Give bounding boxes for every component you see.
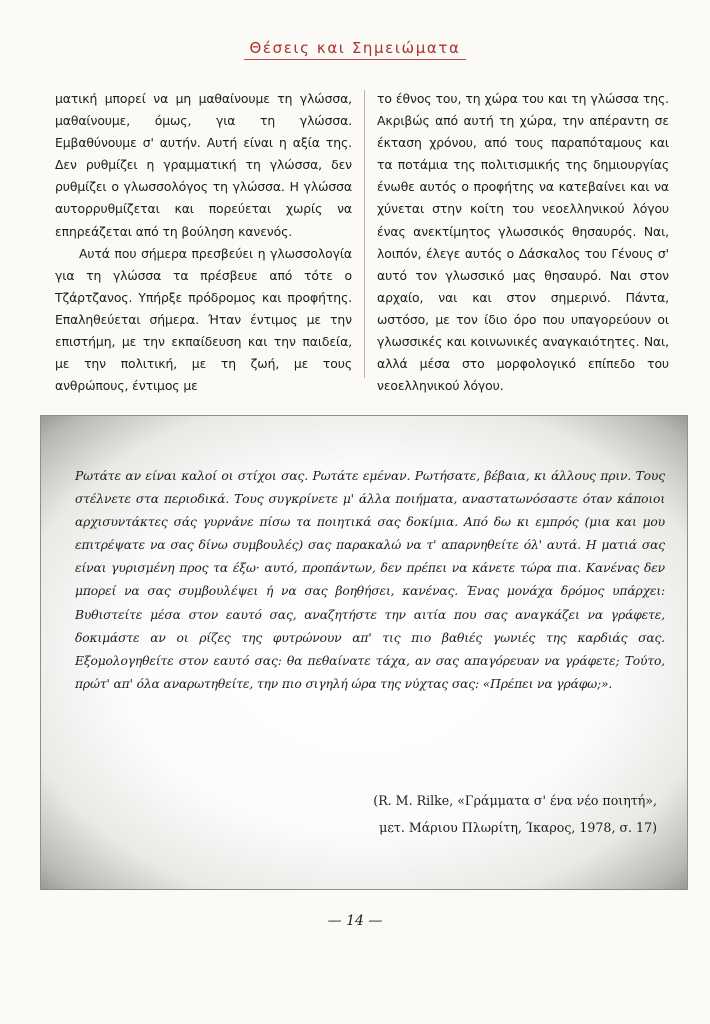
quote-source-line: μετ. Μάριου Πλωρίτη, Ίκαρος, 1978, σ. 17) bbox=[379, 820, 657, 835]
paragraph: ματική μπορεί να μη μαθαίνουμε τη γλώσσα, μαθαίνουμε, όμως, για τη γλώσσα. Εμβαθύνουμε σ' αυτήν. Αυτή είναι η αξία της. Δεν ρυθμίζει η γραμματική τη γλώσσα, δεν ρυθμίζει ο γλωσσολόγος τη γλώσσα. Η γλώσσα αυτορρυθμίζεται και πορεύεται χωρίς να επηρεάζεται από τη βούληση κανενός. bbox=[55, 91, 352, 239]
paragraph: Αυτά που σήμερα πρεσβεύει η γλωσσολογία για τη γλώσσα τα πρέσβευε από τότε ο Τζάρτζανος. Υπήρξε πρόδρομος και προφήτης. Επαληθεύεται σήμερα. Ήταν έντιμος με την επιστήμη, με την εκπαίδευση και την παιδεία, με την πολιτική, με τη ζωή, με τους ανθρώπους, έντιμος με bbox=[55, 245, 352, 394]
paragraph: το έθνος του, τη χώρα του και τη γλώσσα της. Ακριβώς από αυτή τη χώρα, την απέραντη σε έκταση χρόνου, από τους παραπόταμους και τα ποτάμια της πολιτισμικής της δημιουργίας ένωθε αυτός ο προφήτης να κατεβαίνει και να χύνεται στην κοίτη του νεοελληνικού λόγου ένας ανεκτίμητος γλωσσικός θησαυρός. Ναι, λοιπόν, έλεγε αυτός ο Δάσκαλος του Γένους σ' αυτό τον γλωσσικό μας θησαυρό. Ναι στον αρχαίο, ναι και στον σημερινό. Πάντα, ωστόσο, με τον ίδιο όρο που υπαγορεύουν οι γλωσσικές και κοινωνικές αναγκαιότητες. Ναι, αλλά μέσα στο μορφολογικό επίπεδο του νεοελληνικού λόγου. bbox=[377, 91, 669, 394]
text-column-right bbox=[377, 88, 669, 397]
quote-source bbox=[373, 787, 657, 841]
quote-source-line: (R. M. Rilke, «Γράμματα σ' ένα νέο ποιητή», bbox=[373, 793, 657, 808]
text-column-left bbox=[55, 88, 352, 397]
page-number: — 14 — bbox=[327, 913, 383, 929]
quote-text: Ρωτάτε αν είναι καλοί οι στίχοι σας. Ρωτάτε εμέναν. Ρωτήσατε, βέβαια, κι άλλους πριν. Τους στέλνετε στα περιοδικά. Τους συγκρίνετε μ' άλλα ποιήματα, αναστατωνόσαστε όταν κάποιοι αρχισυντάκτες σάς γυρνάνε πίσω τα ποιητικά σας δοκίμια. Από δω κι εμπρός (μια και μου επιτρέψατε να σας δίνω συμβουλές) σας παρακαλώ να τ' απαρνηθείτε όλ' αυτά. Η ματιά σας είναι γυρισμένη προς τα έξω· αυτό, προπάντων, δεν πρέπει να κάνετε τώρα πια. Κανένας δεν μπορεί να σας συμβουλέψει ή να σας βοηθήσει, κανένας. Ένας μονάχα δρόμος υπάρχει: Βυθιστείτε μέσα στον εαυτό σας, αναζητήστε την αιτία που σας αναγκάζει να γράφετε, δοκιμάστε αν οι ρίζες της φυτρώνουν απ' τις πιο βαθιές γωνιές της καρδιάς σας. Εξομολογηθείτε στον εαυτό σας: θα πεθαίνατε τάχα, αν σας απαγόρευαν να γράφετε; Τούτο, πρώτ' απ' όλα αναρωτηθείτε, την πιο σιγηλή ώρα της νύχτας σας: «Πρέπει να γράφω;». bbox=[75, 469, 665, 691]
column-divider bbox=[364, 90, 365, 378]
page-section-title: Θέσεις και Σημειώματα bbox=[244, 39, 467, 60]
running-header bbox=[0, 38, 710, 60]
